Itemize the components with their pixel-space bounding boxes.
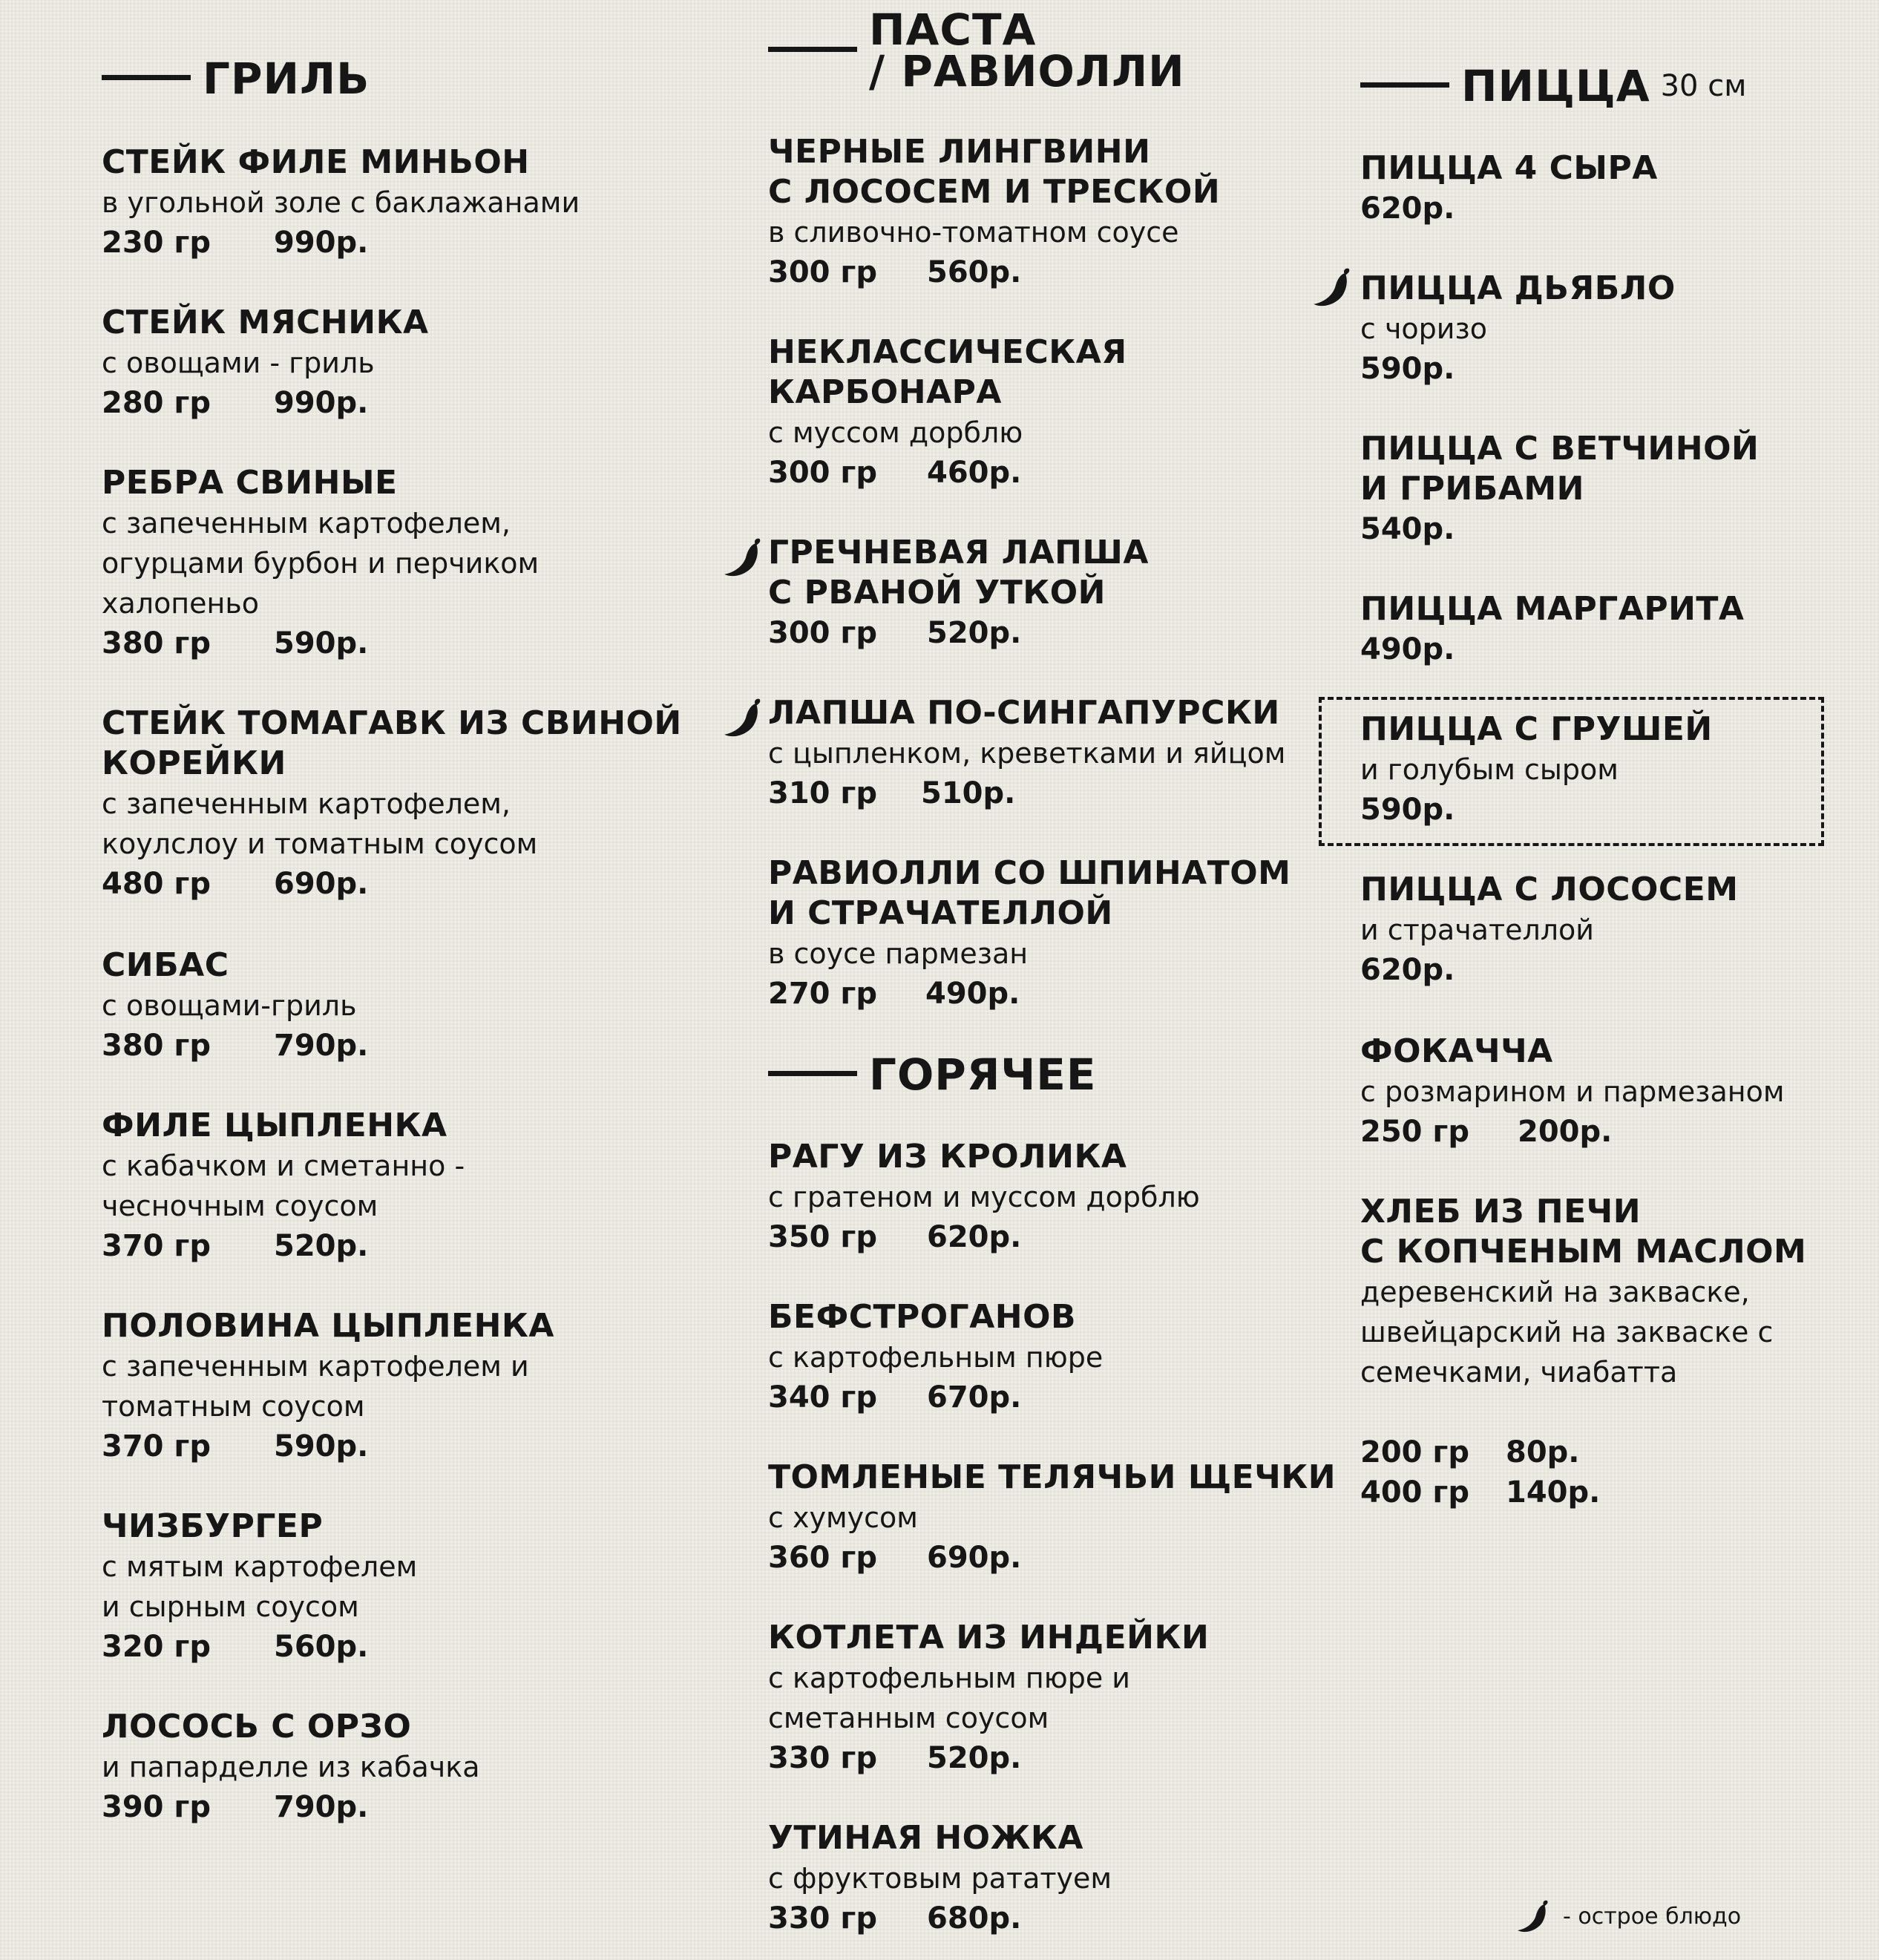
item-price-row [768, 1217, 1200, 1257]
item-description: с цыпленком, креветками и яйцом [768, 737, 1286, 770]
menu-item [768, 1137, 1200, 1257]
item-price: 490р. [925, 977, 1020, 1011]
menu-item [768, 533, 1149, 653]
chili-pepper-icon [1514, 1897, 1552, 1936]
item-price: 200р. [1518, 1115, 1613, 1149]
item-price: 590р. [274, 626, 369, 661]
section-title-text: ГОРЯЧЕЕ [869, 1049, 1097, 1100]
item-description: деревенский на закваске, швейцарский на закваске с семечками, чиабатта [1360, 1276, 1774, 1389]
menu-item [102, 1306, 554, 1466]
menu-item [1360, 589, 1744, 669]
title-dash [768, 47, 857, 52]
item-price: 620р. [1360, 953, 1455, 987]
item-weight: 330 гр [768, 1741, 877, 1775]
menu-item [102, 945, 368, 1066]
item-description: с мятым картофелем и сырным соусом [102, 1550, 418, 1623]
item-name: ПИЦЦА ДЬЯБЛО [1360, 269, 1676, 307]
menu-item [102, 463, 539, 663]
item-name: ФИЛЕ ЦЫПЛЕНКА [102, 1107, 447, 1144]
item-price: 620р. [927, 1220, 1022, 1254]
menu-item [1360, 1192, 1806, 1512]
item-price: 680р. [927, 1901, 1022, 1936]
item-price: 560р. [274, 1630, 369, 1664]
section-title-pasta [768, 4, 1185, 96]
item-name: РАГУ ИЗ КРОЛИКА [768, 1138, 1127, 1176]
item-price-row [768, 252, 1220, 292]
item-price: 690р. [274, 867, 369, 901]
item-name: ФОКАЧЧА [1360, 1032, 1553, 1070]
item-weight: 360 гр [768, 1541, 877, 1575]
item-price-row [768, 1377, 1103, 1417]
item-name: ЧИЗБУРГЕР [102, 1507, 324, 1545]
item-price: 990р. [274, 386, 369, 420]
item-name: НЕКЛАССИЧЕСКАЯ КАРБОНАРА [768, 333, 1127, 411]
item-description: с картофельным пюре и сметанным соусом [768, 1662, 1130, 1734]
item-name: ЛОСОСЬ С ОРЗО [102, 1708, 412, 1746]
item-weight: 300 гр [768, 255, 877, 289]
item-price-row [102, 223, 580, 263]
item-name: ЧЕРНЫЕ ЛИНГВИНИ С ЛОСОСЕМ И ТРЕСКОЙ [768, 133, 1221, 211]
item-name: РАВИОЛЛИ СО ШПИНАТОМ И СТРАЧАТЕЛЛОЙ [768, 854, 1291, 932]
item-price: 590р. [274, 1429, 369, 1464]
item-weight: 390 гр [102, 1790, 211, 1824]
menu-item-featured [1360, 709, 1713, 830]
item-price-row [768, 1738, 1209, 1778]
menu-item [768, 132, 1220, 292]
item-description: с запеченным картофелем, огурцами бурбон и перчиком халопеньо [102, 507, 540, 620]
item-name: СТЕЙК ФИЛЕ МИНЬОН [102, 143, 530, 181]
item-name: ЛАПША ПО-СИНГАПУРСКИ [768, 694, 1280, 732]
legend-text: - острое блюдо [1563, 1903, 1742, 1930]
chili-pepper-icon [720, 534, 766, 580]
item-description: с овощами - гриль [102, 347, 375, 379]
item-weight: 300 гр [768, 616, 877, 650]
menu-item [102, 1707, 479, 1827]
menu-item [768, 693, 1285, 813]
item-price-row [102, 623, 539, 663]
item-price-row [102, 1226, 465, 1266]
item-price-row [102, 383, 429, 423]
section-title-line [768, 4, 1185, 96]
menu-item [1360, 429, 1759, 549]
item-price: 490р. [1360, 632, 1455, 666]
item-price-row [768, 1898, 1112, 1938]
item-weight: 380 гр [102, 626, 211, 661]
title-dash [102, 75, 191, 80]
item-price-row [102, 1026, 368, 1066]
menu-item [102, 704, 682, 904]
menu-item [768, 332, 1127, 493]
item-description: с картофельным пюре [768, 1341, 1104, 1374]
item-weight: 230 гр [102, 226, 211, 260]
menu-item [102, 1507, 417, 1667]
item-price-row [102, 1627, 417, 1667]
section-title-text: ГРИЛЬ [203, 53, 370, 104]
item-weight: 310 гр [768, 776, 877, 810]
item-weight: 370 гр [102, 1429, 211, 1464]
item-price: 520р. [274, 1229, 369, 1263]
menu-item [768, 853, 1291, 1014]
item-price-row [768, 974, 1291, 1014]
item-weight: 300 гр [768, 456, 877, 490]
item-price: 670р. [927, 1380, 1022, 1415]
item-price: 560р. [927, 255, 1022, 289]
item-price: 690р. [927, 1541, 1022, 1575]
section-title-text: ПАСТА / РАВИОЛЛИ [869, 4, 1185, 96]
section-title-grill [102, 53, 370, 104]
item-name: СИБАС [102, 946, 229, 984]
item-description: с хумусом [768, 1501, 918, 1534]
spicy-legend [1514, 1897, 1741, 1936]
item-name: ХЛЕБ ИЗ ПЕЧИ С КОПЧЕНЫМ МАСЛОМ [1360, 1193, 1807, 1271]
item-description: с кабачком и сметанно - чесночным соусом [102, 1150, 465, 1222]
item-weight: 200 гр [1360, 1435, 1469, 1469]
menu-item [768, 1818, 1112, 1938]
item-weight: 400 гр [1360, 1475, 1469, 1510]
item-price-row [1360, 1472, 1806, 1512]
item-weight: 340 гр [768, 1380, 877, 1415]
item-price-row [102, 864, 682, 904]
item-price: 80р. [1506, 1435, 1580, 1469]
item-weight: 270 гр [768, 977, 877, 1011]
item-weight: 250 гр [1360, 1115, 1469, 1149]
item-price: 460р. [927, 456, 1022, 490]
item-description: в угольной золе с баклажанами [102, 186, 580, 219]
section-title-hot [768, 1049, 1097, 1100]
item-price: 520р. [927, 616, 1022, 650]
item-description: с муссом дорблю [768, 416, 1023, 449]
item-price-row [768, 453, 1127, 493]
item-description: с розмарином и пармезаном [1360, 1075, 1785, 1108]
item-price-row [1360, 1112, 1784, 1152]
item-price-row [768, 613, 1149, 653]
item-weight: 480 гр [102, 867, 211, 901]
item-description: в сливочно-томатном соусе [768, 216, 1179, 249]
menu-item [768, 1297, 1103, 1417]
menu-item [102, 142, 580, 263]
item-name: ПИЦЦА С ВЕТЧИНОЙ И ГРИБАМИ [1360, 430, 1760, 508]
menu-item [102, 303, 429, 423]
item-name: ПИЦЦА С ГРУШЕЙ [1360, 710, 1713, 748]
item-price: 590р. [1360, 793, 1455, 827]
item-weight: 370 гр [102, 1229, 211, 1263]
item-description: и голубым сыром [1360, 753, 1619, 786]
item-description: в соусе пармезан [768, 937, 1029, 970]
item-name: ПИЦЦА 4 СЫРА [1360, 149, 1658, 187]
menu-item [1360, 1032, 1784, 1152]
item-name: ПИЦЦА МАРГАРИТА [1360, 590, 1745, 628]
item-price: 510р. [921, 776, 1016, 810]
item-price-row [768, 773, 1285, 813]
item-description: и страчателлой [1360, 914, 1594, 946]
item-description: с запеченным картофелем и томатным соусом [102, 1350, 529, 1423]
item-description: с фруктовым рататуем [768, 1862, 1112, 1895]
item-description: с гратеном и муссом дорблю [768, 1181, 1200, 1213]
item-weight: 350 гр [768, 1220, 877, 1254]
item-name: БЕФСТРОГАНОВ [768, 1298, 1077, 1336]
item-price-row [102, 1787, 479, 1827]
item-description: и папарделле из кабачка [102, 1751, 480, 1783]
item-name: ГРЕЧНЕВАЯ ЛАПША С РВАНОЙ УТКОЙ [768, 534, 1149, 612]
item-name: РЕБРА СВИНЫЕ [102, 464, 398, 502]
item-price: 790р. [274, 1790, 369, 1824]
item-weight: 320 гр [102, 1630, 211, 1664]
item-price: 990р. [274, 226, 369, 260]
item-weight: 330 гр [768, 1901, 877, 1936]
item-name: СТЕЙК ТОМАГАВК ИЗ СВИНОЙ КОРЕЙКИ [102, 704, 682, 782]
item-name: КОТЛЕТА ИЗ ИНДЕЙКИ [768, 1619, 1210, 1656]
item-price: 140р. [1506, 1475, 1601, 1510]
item-price: 790р. [274, 1029, 369, 1063]
title-dash [1360, 82, 1449, 88]
item-weight: 280 гр [102, 386, 211, 420]
item-name: СТЕЙК МЯСНИКА [102, 304, 429, 341]
item-name: ПОЛОВИНА ЦЫПЛЕНКА [102, 1307, 554, 1345]
section-title-note: 30 см [1660, 69, 1747, 103]
menu-item [768, 1618, 1209, 1778]
item-price: 520р. [927, 1741, 1022, 1775]
section-title-text: ПИЦЦА [1461, 61, 1650, 111]
item-name: ТОМЛЕНЫЕ ТЕЛЯЧЬИ ЩЕЧКИ [768, 1458, 1337, 1496]
item-weight: 380 гр [102, 1029, 211, 1063]
item-price: 590р. [1360, 352, 1455, 386]
menu-item [102, 1106, 465, 1266]
chili-pepper-icon [1309, 264, 1355, 310]
item-price-row [768, 1538, 1336, 1578]
item-name: ПИЦЦА С ЛОСОСЕМ [1360, 871, 1739, 908]
menu-item [1360, 870, 1739, 990]
chili-pepper-icon [720, 695, 766, 741]
menu-item [768, 1458, 1336, 1578]
item-description: с чоризо [1360, 312, 1487, 345]
item-price: 620р. [1360, 191, 1455, 226]
title-dash [768, 1071, 857, 1076]
item-name: УТИНАЯ НОЖКА [768, 1819, 1083, 1857]
menu-item [1360, 269, 1676, 389]
item-price-row [1360, 1432, 1806, 1472]
menu-item [1360, 148, 1658, 229]
item-price: 540р. [1360, 512, 1455, 546]
section-title-pizza [1360, 61, 1747, 111]
spacer [1360, 1392, 1806, 1432]
item-price-row [102, 1426, 554, 1466]
item-description: с запеченным картофелем, коулслоу и томатным соусом [102, 787, 538, 860]
item-description: с овощами-гриль [102, 989, 357, 1022]
